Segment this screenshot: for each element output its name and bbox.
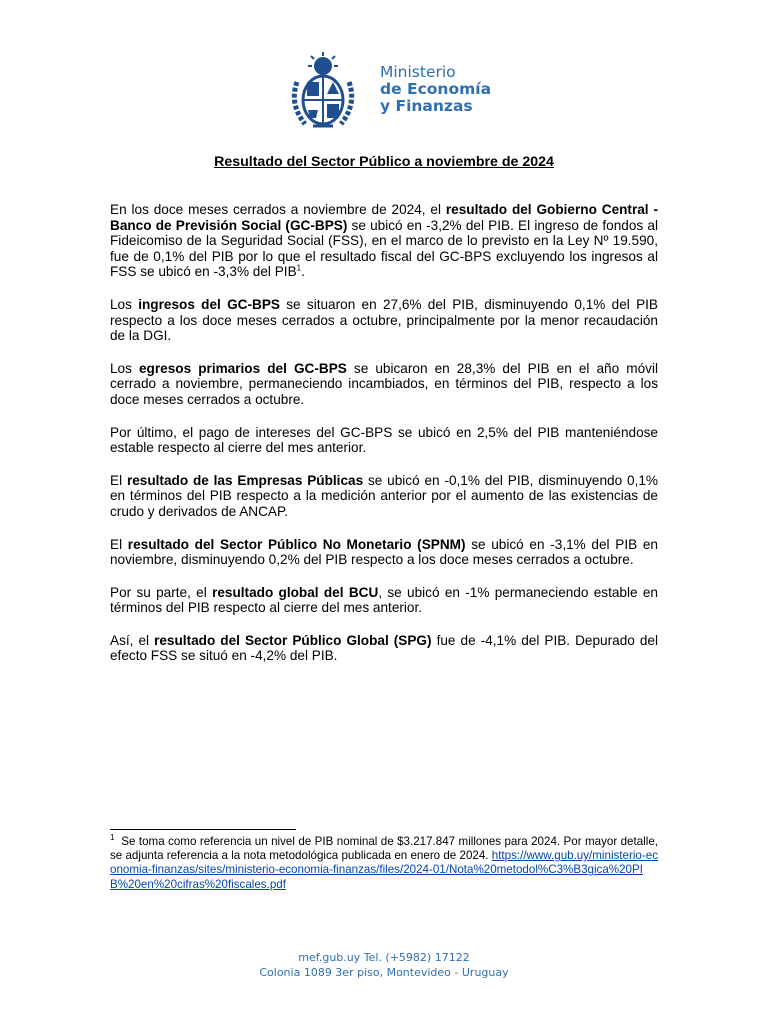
ministry-line-2: de Economía bbox=[380, 80, 492, 98]
paragraph-text: , se ubicó en -1% permaneciendo estable en términos del PIB respecto al cierre del mes anterior. bbox=[110, 584, 658, 616]
footnote-reference: 1 bbox=[296, 263, 302, 273]
ministry-line-1: Ministerio bbox=[380, 63, 456, 81]
bold-term: ingresos del GC-BPS bbox=[138, 296, 280, 312]
coat-of-arms-icon bbox=[283, 52, 363, 132]
page-footer bbox=[0, 950, 768, 980]
paragraph-text: se ubicó en -3,2% del PIB. El ingreso de fondos al Fideicomiso de la Seguridad Social (FSS), en el marco de lo previsto en la Ley Nº 19.590, fue de 0,1% del PIB por lo que el resultado fiscal del GC-BPS excluyendo los ingresos al FSS se ubicó en -3,3% del PIB bbox=[110, 217, 658, 280]
bold-term: resultado global del BCU bbox=[212, 584, 379, 600]
paragraph-text: se situaron en 27,6% del PIB, disminuyendo 0,1% del PIB respecto a los doce meses cerrados a octubre, principalmente por la menor recaudación de la DGI. bbox=[110, 296, 658, 344]
paragraph-text: fue de -4,1% del PIB. Depurado del efecto FSS se situó en -4,2% del PIB. bbox=[110, 632, 658, 664]
footnote-marker: 1 bbox=[110, 833, 115, 843]
paragraph-text: El bbox=[110, 472, 127, 488]
paragraph-text: se ubicó en -0,1% del PIB, disminuyendo 0,1% en términos del PIB respecto a la medición anterior por el aumento de las existencias de crudo y derivados de ANCAP. bbox=[110, 472, 658, 519]
ministry-line-3: y Finanzas bbox=[380, 97, 473, 115]
paragraph bbox=[110, 633, 658, 664]
bold-term: egresos primarios del GC-BPS bbox=[139, 360, 347, 376]
ministry-header bbox=[283, 52, 513, 132]
document-title-wrap bbox=[0, 154, 768, 170]
paragraph bbox=[110, 361, 658, 408]
footnote-link[interactable]: https://www.gub.uy/ministerio-economia-finanzas/sites/ministerio-economia-finanzas/files/2024-01/Nota%20metodol%C3%B3gica%20PIB%20en%20cifras%20fiscales.pdf bbox=[110, 849, 658, 891]
bold-term: resultado del Sector Público Global (SPG) bbox=[154, 632, 432, 648]
paragraph-text: Así, el bbox=[110, 632, 155, 648]
document-body bbox=[110, 202, 658, 681]
paragraph-text: Por su parte, el bbox=[110, 584, 213, 600]
paragraph-text: Los bbox=[110, 360, 139, 376]
footnote-text: Se toma como referencia un nivel de PIB nominal de $3.217.847 millones para 2024. Por mayor detalle, se adjunta referencia a la nota metodológica publicada en enero de 2024. bbox=[110, 835, 658, 863]
paragraph bbox=[110, 425, 658, 456]
document-title: Resultado del Sector Público a noviembre de 2024 bbox=[214, 154, 554, 170]
paragraph-text: . bbox=[301, 264, 305, 280]
paragraph-text: se ubicó en -3,1% del PIB en noviembre, disminuyendo 0,2% del PIB respecto a los doce meses cerrados a octubre. bbox=[110, 536, 658, 568]
footer-address: Colonia 1089 3er piso, Montevideo - Uruguay bbox=[259, 966, 509, 979]
footnote bbox=[110, 835, 658, 892]
bold-term: resultado de las Empresas Públicas bbox=[126, 472, 364, 488]
paragraph bbox=[110, 537, 658, 568]
paragraph-text: El bbox=[110, 536, 128, 552]
paragraph bbox=[110, 202, 658, 280]
paragraph-text: En los doce meses cerrados a noviembre de 2024, el bbox=[110, 202, 446, 217]
bold-term: resultado del Gobierno Central - Banco de Previsión Social (GC-BPS) bbox=[110, 202, 658, 233]
paragraph bbox=[110, 585, 658, 616]
paragraph-text: Los bbox=[110, 296, 139, 312]
paragraph-text: se ubicaron en 28,3% del PIB en el año móvil cerrado a noviembre, permaneciendo incambiados, en términos del PIB, respecto a los doce meses cerrados a octubre. bbox=[110, 360, 658, 407]
footer-contact: mef.gub.uy Tel. (+5982) 17122 bbox=[298, 951, 470, 964]
bold-term: resultado del Sector Público No Monetario (SPNM) bbox=[127, 536, 466, 552]
paragraph bbox=[110, 473, 658, 520]
paragraph-text: Por último, el pago de intereses del GC-BPS se ubicó en 2,5% del PIB manteniéndose estable respecto al cierre del mes anterior. bbox=[110, 424, 658, 456]
paragraph bbox=[110, 297, 658, 344]
ministry-name bbox=[380, 64, 491, 115]
footnote-separator bbox=[110, 829, 296, 830]
